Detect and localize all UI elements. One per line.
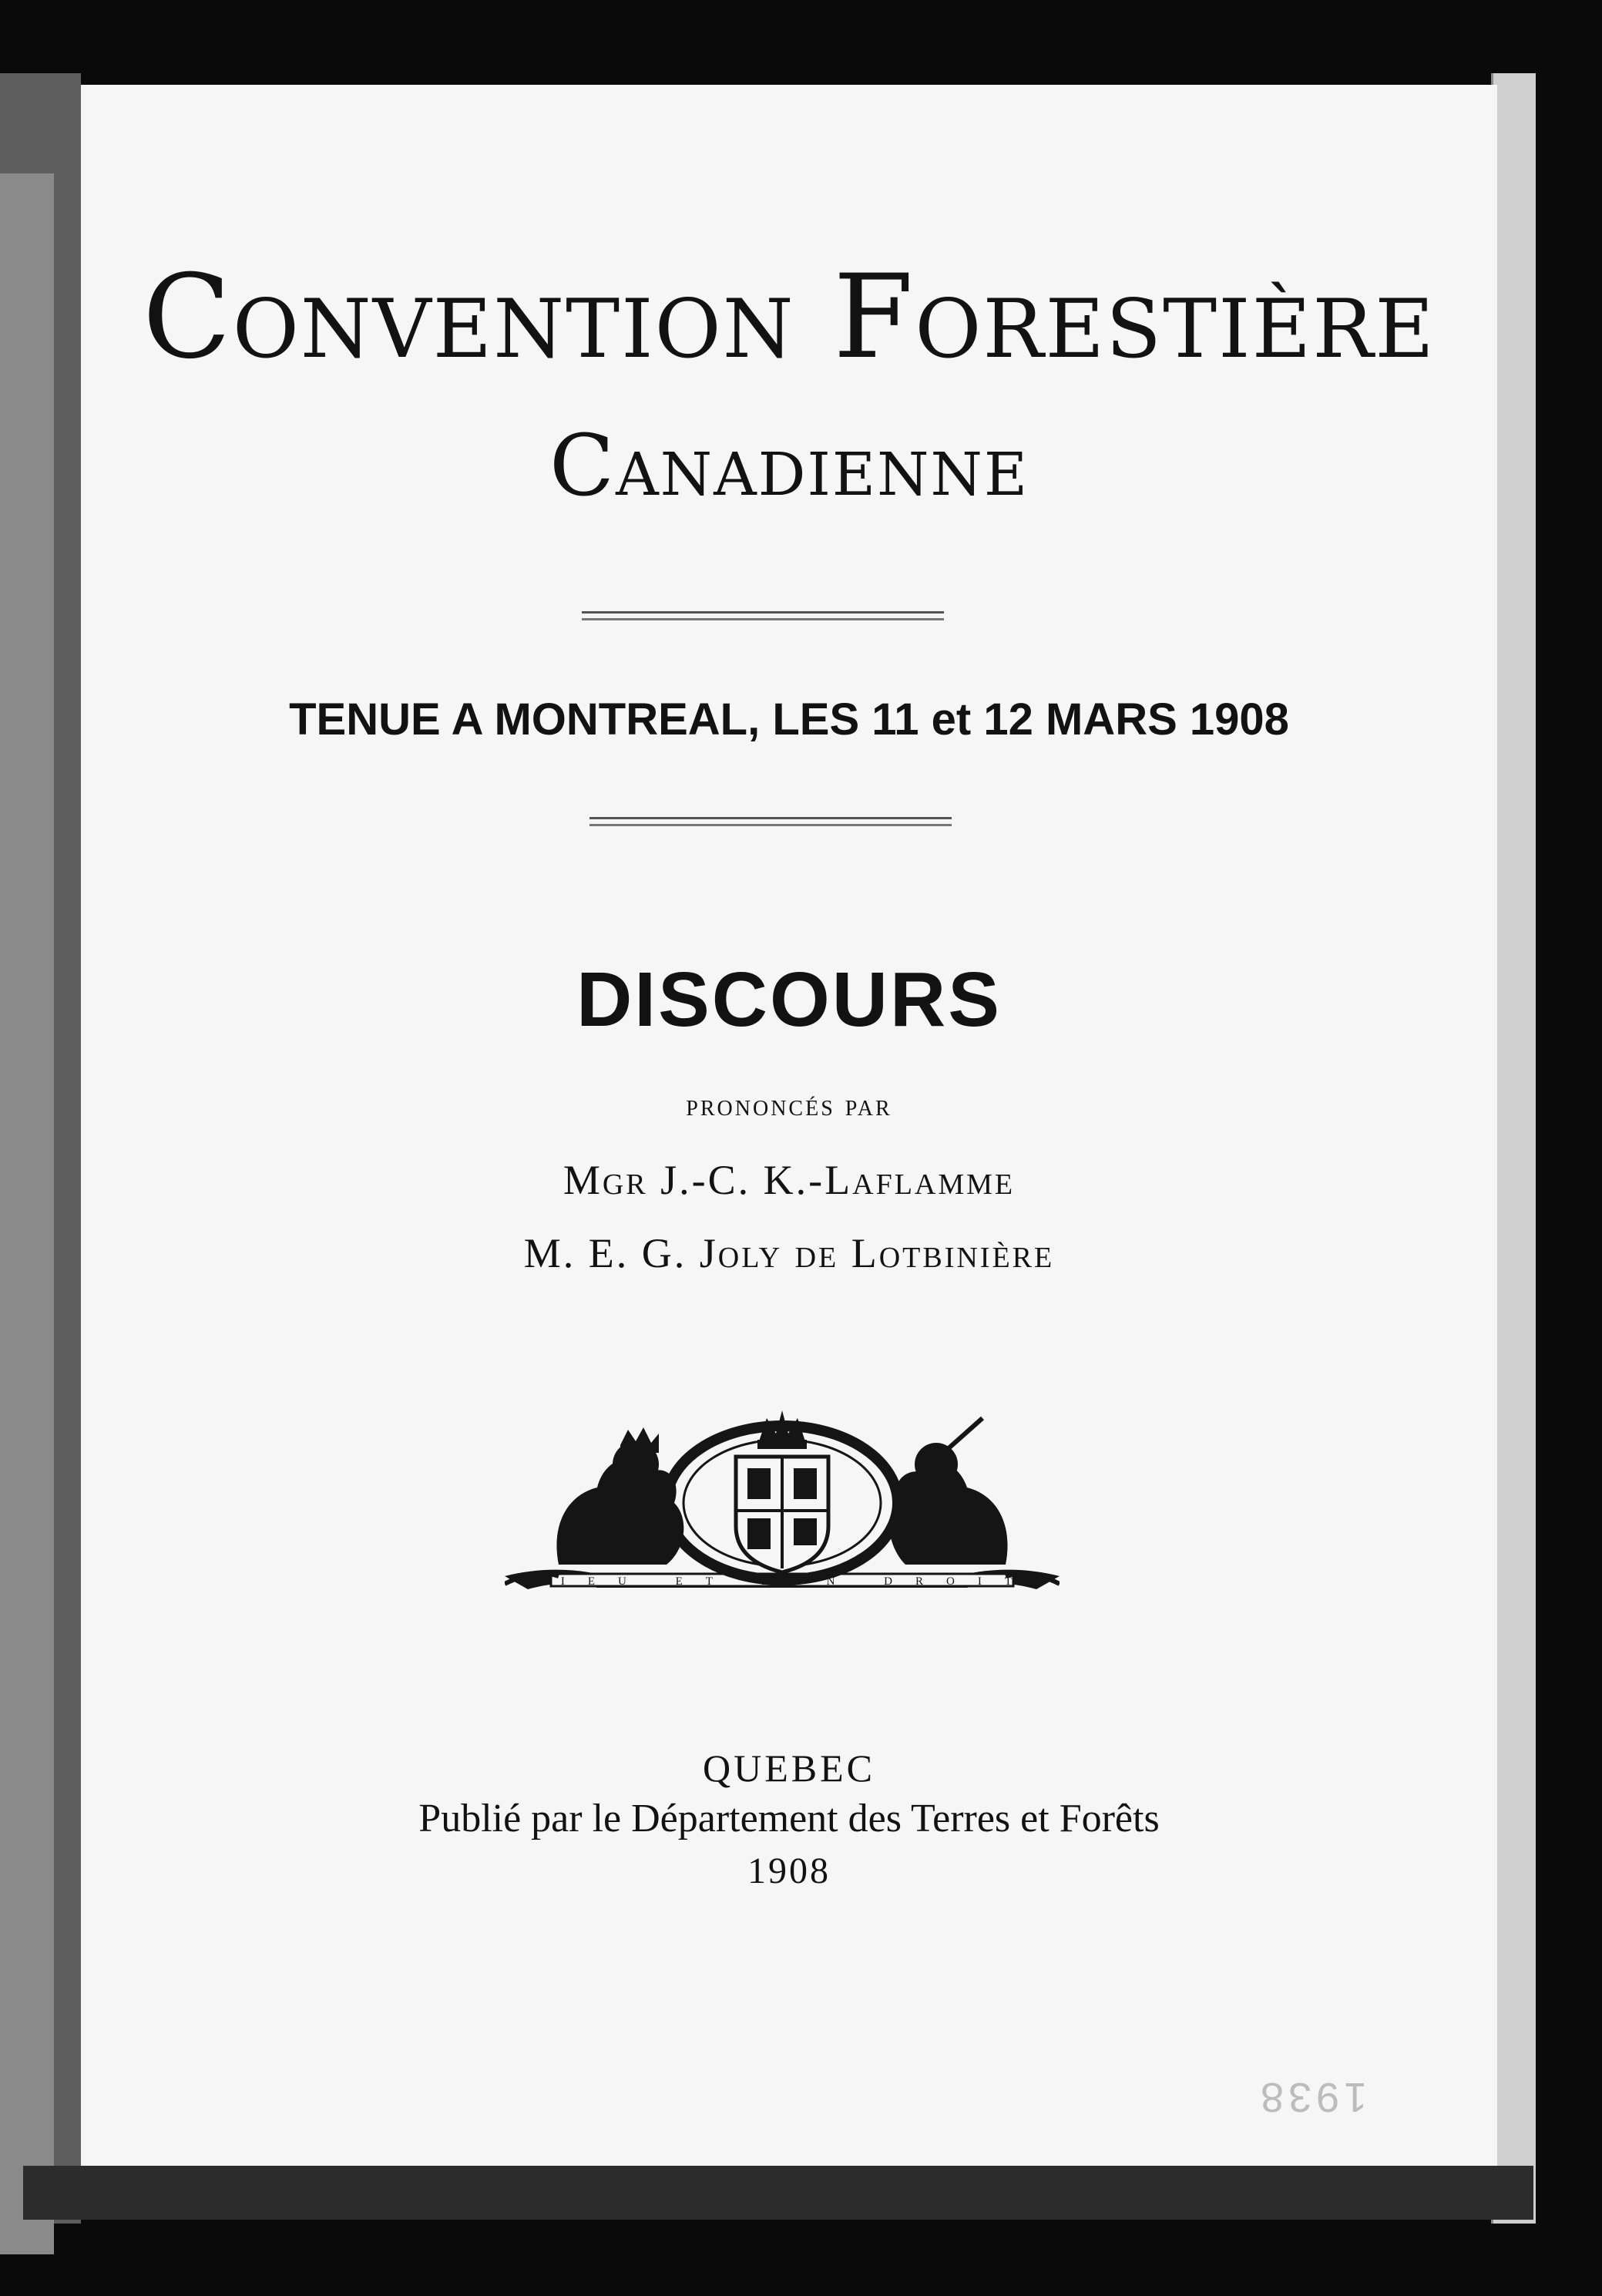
book-cover-right-edge — [1491, 73, 1536, 2224]
book-cover-left — [0, 73, 81, 2224]
title-page — [81, 85, 1497, 2166]
title-line-2: Canadienne — [549, 416, 1029, 515]
motto-text: DIEU ET MON DROIT — [529, 1575, 1035, 1588]
speaker-1: Mgr J.-C. K.-Laflamme — [563, 1157, 1016, 1203]
library-stamp: 1938 — [1256, 2074, 1368, 2120]
held-statement: TENUE A MONTREAL, LES 11 et 12 MARS 1908 — [289, 694, 1289, 745]
heading: DISCOURS — [576, 956, 1002, 1043]
double-rule-divider — [589, 817, 952, 826]
pronounced-by: prononcés par — [686, 1087, 892, 1122]
imprint-publisher: Publié par le Département des Terres et Forêts — [418, 1797, 1160, 1840]
royal-coat-of-arms-icon — [505, 1410, 1060, 1611]
speaker-2: M. E. G. Joly de Lotbinière — [523, 1230, 1055, 1276]
double-rule-divider — [582, 611, 944, 620]
title-line-1: Convention Forestière — [143, 250, 1436, 385]
imprint-year: 1908 — [747, 1851, 831, 1891]
imprint-city: QUEBEC — [703, 1746, 875, 1790]
book-binding-strip — [23, 2166, 1533, 2220]
